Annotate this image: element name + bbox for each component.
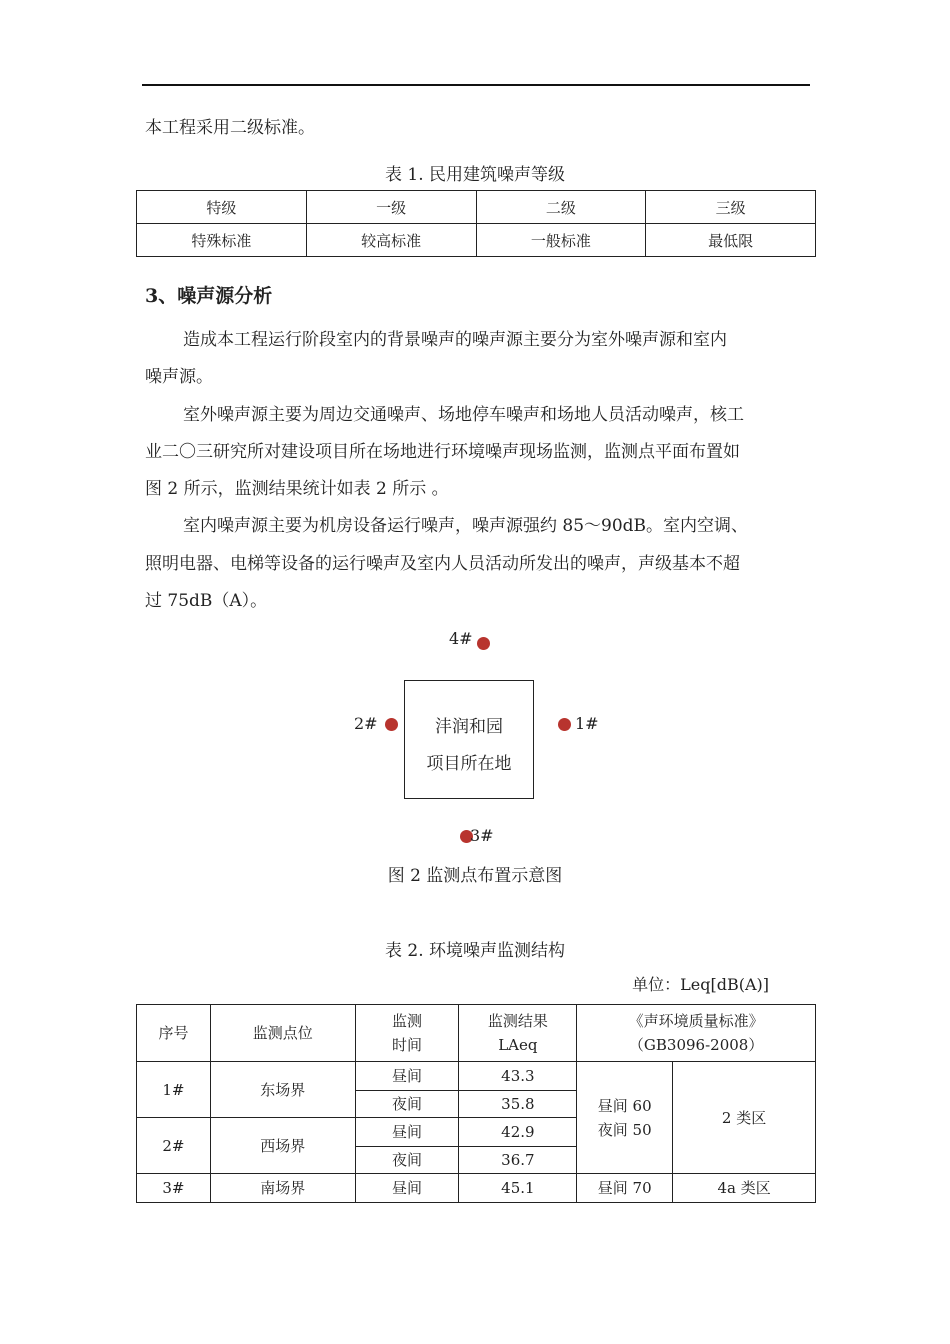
table-cell: 一级 <box>306 191 476 224</box>
site-name: 沣润和园 <box>435 717 503 737</box>
point-label-1: 1# <box>575 714 599 733</box>
row-time: 昼间 <box>355 1118 459 1147</box>
table-cell: 特殊标准 <box>137 224 307 257</box>
table2-caption: 表 2. 环境噪声监测结构 <box>384 941 566 961</box>
table-row <box>137 224 816 257</box>
project-site-box <box>404 680 534 799</box>
header-time-line2: 时间 <box>392 1036 423 1054</box>
paragraph-line: 噪声源。 <box>145 367 213 387</box>
paragraph-line: 造成本工程运行阶段室内的背景噪声的噪声源主要分为室外噪声源和室内 <box>183 330 727 350</box>
row-value: 42.9 <box>459 1118 577 1147</box>
paragraph-line: 过 75dB（A）。 <box>145 591 268 611</box>
header-standard-line2: （GB3096-2008） <box>628 1036 764 1054</box>
table-row <box>137 1174 816 1203</box>
row-time: 夜间 <box>355 1147 459 1174</box>
std-limit-day: 昼间 60 <box>597 1096 652 1115</box>
std-limit-group1 <box>577 1062 673 1174</box>
row-no: 1# <box>137 1062 211 1118</box>
table-cell: 特级 <box>137 191 307 224</box>
site-subtitle: 项目所在地 <box>426 754 512 774</box>
row-time: 昼间 <box>355 1062 459 1091</box>
section-heading: 3、噪声源分析 <box>145 285 273 307</box>
row-location: 南场界 <box>210 1174 355 1203</box>
row-location: 西场界 <box>210 1118 355 1174</box>
table-header-row <box>137 1005 816 1062</box>
row-time: 夜间 <box>355 1091 459 1118</box>
header-location: 监测点位 <box>210 1005 355 1062</box>
row-time: 昼间 <box>355 1174 459 1203</box>
point-label-4: 4# <box>449 629 473 648</box>
header-result <box>459 1005 577 1062</box>
std-class-group1: 2 类区 <box>673 1062 816 1174</box>
table2-unit: 单位：Leq[dB(A)] <box>632 975 769 994</box>
paragraph-line: 业二〇三研究所对建设项目所在场地进行环境噪声现场监测，监测点平面布置如 <box>145 442 740 462</box>
table1-caption: 表 1. 民用建筑噪声等级 <box>384 165 566 185</box>
noise-monitoring-table <box>136 1004 816 1203</box>
monitoring-point-4-marker <box>477 637 490 650</box>
row-value: 43.3 <box>459 1062 577 1091</box>
table-row <box>137 1062 816 1091</box>
header-time-line1: 监测 <box>392 1012 423 1030</box>
header-standard-line1: 《声环境质量标准》 <box>628 1012 764 1030</box>
row-value: 35.8 <box>459 1091 577 1118</box>
std-class-row3: 4a 类区 <box>673 1174 816 1203</box>
point-label-3: 3# <box>470 826 494 845</box>
table-row <box>137 191 816 224</box>
noise-grade-table <box>136 190 816 257</box>
monitoring-point-2-marker <box>385 718 398 731</box>
figure2-caption: 图 2 监测点布置示意图 <box>387 866 563 886</box>
table-cell: 三级 <box>646 191 816 224</box>
paragraph-line: 照明电器、电梯等设备的运行噪声及室内人员活动所发出的噪声，声级基本不超 <box>145 554 740 574</box>
row-location: 东场界 <box>210 1062 355 1118</box>
std-limit-night: 夜间 50 <box>597 1120 652 1139</box>
paragraph-line: 室外噪声源主要为周边交通噪声、场地停车噪声和场地人员活动噪声，核工 <box>183 405 744 425</box>
header-result-line2: LAeq <box>498 1036 538 1054</box>
row-no: 2# <box>137 1118 211 1174</box>
point-label-2: 2# <box>354 714 378 733</box>
row-value: 36.7 <box>459 1147 577 1174</box>
table-cell: 最低限 <box>646 224 816 257</box>
table-cell: 较高标准 <box>306 224 476 257</box>
header-no: 序号 <box>137 1005 211 1062</box>
std-limit-row3: 昼间 70 <box>577 1174 673 1203</box>
row-no: 3# <box>137 1174 211 1203</box>
intro-line: 本工程采用二级标准。 <box>145 118 315 138</box>
header-standard <box>577 1005 816 1062</box>
row-value: 45.1 <box>459 1174 577 1203</box>
header-time <box>355 1005 459 1062</box>
monitoring-point-1-marker <box>558 718 571 731</box>
header-result-line1: 监测结果 <box>487 1012 548 1030</box>
paragraph-line: 室内噪声源主要为机房设备运行噪声，噪声源强约 85～90dB。室内空调、 <box>183 516 749 536</box>
header-rule <box>142 84 810 86</box>
paragraph-line: 图 2 所示，监测结果统计如表 2 所示 。 <box>145 479 449 499</box>
table-cell: 一般标准 <box>476 224 646 257</box>
table-cell: 二级 <box>476 191 646 224</box>
